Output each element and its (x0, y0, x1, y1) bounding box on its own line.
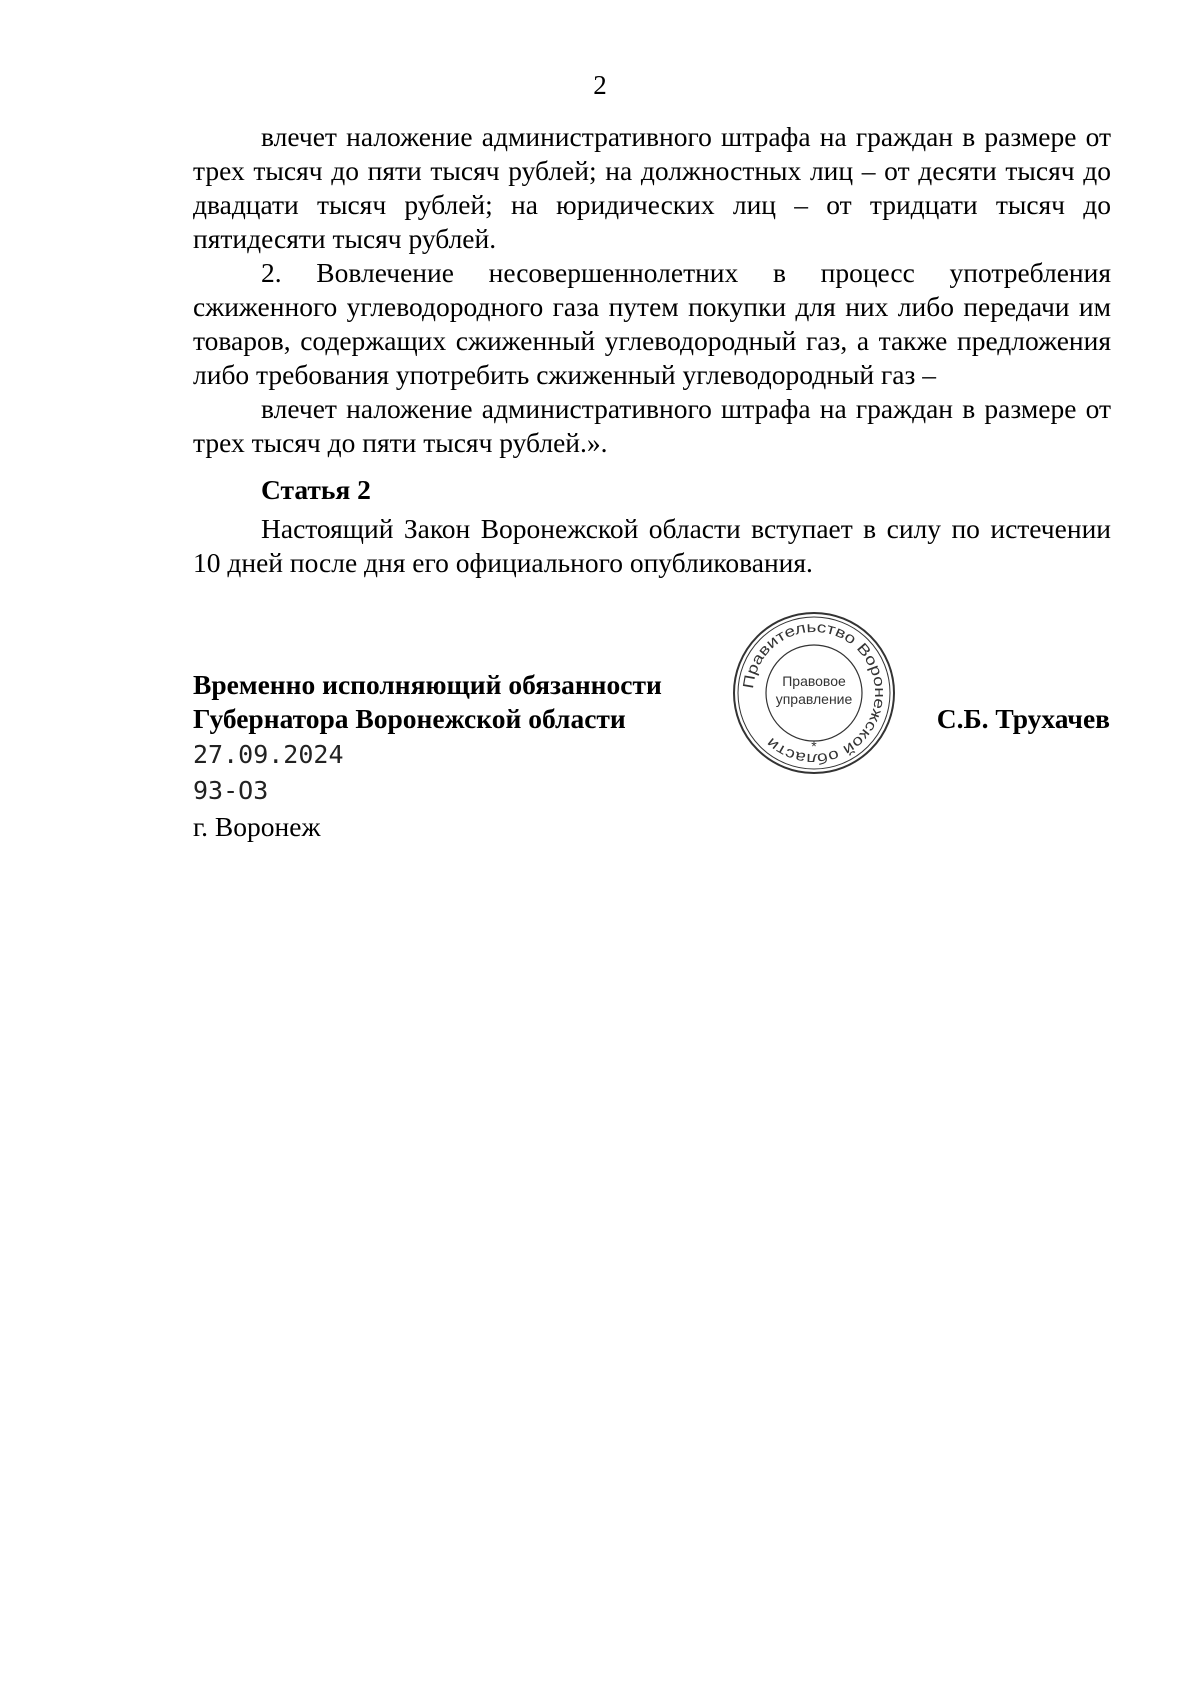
document-body (193, 120, 1111, 580)
seal-ring-text: Правительство Воронежской области (739, 618, 889, 768)
seal-center-line-1: Правовое (782, 673, 846, 689)
clause-2-paragraph: 2. Вовлечение несовершеннолетних в процесс употребления сжиженного углеводородного газа путем покупки для них либо передачи им товаров, содержащих сжиженный углеводородный газ, а также предложения либо требования употребить сжиженный углеводородный газ – (193, 257, 1111, 390)
article-heading: Статья 2 (261, 474, 371, 505)
article-text: Настоящий Закон Воронежской области вступает в силу по истечении 10 дней после дня его официального опубликования. (193, 513, 1111, 578)
document-city: г. Воронеж (193, 811, 321, 842)
signatory-name: С.Б. Трухачев (936, 703, 1110, 734)
seal-star: * (811, 738, 817, 754)
document-number: 93-ОЗ (193, 776, 269, 805)
signatory-title-line-1: Временно исполняющий обязанности (193, 669, 662, 700)
seal-center-line-2: управление (775, 691, 853, 707)
document-date: 27.09.2024 (193, 740, 344, 769)
page-number: 2 (593, 70, 607, 100)
signatory-title-line-2: Губернатора Воронежской области (193, 703, 626, 734)
signatory-title (193, 668, 753, 736)
penalty-paragraph-2: влечет наложение административного штрафа на граждан в размере от трех тысяч до пяти тысяч рублей.». (193, 393, 1111, 458)
official-seal (729, 608, 899, 778)
penalty-paragraph-1: влечет наложение административного штрафа на граждан в размере от трех тысяч до пяти тысяч рублей; на должностных лиц – от десяти тысяч до двадцати тысяч рублей; на юридических лиц – от тридцати тысяч до пятидесяти тысяч рублей. (193, 121, 1111, 254)
